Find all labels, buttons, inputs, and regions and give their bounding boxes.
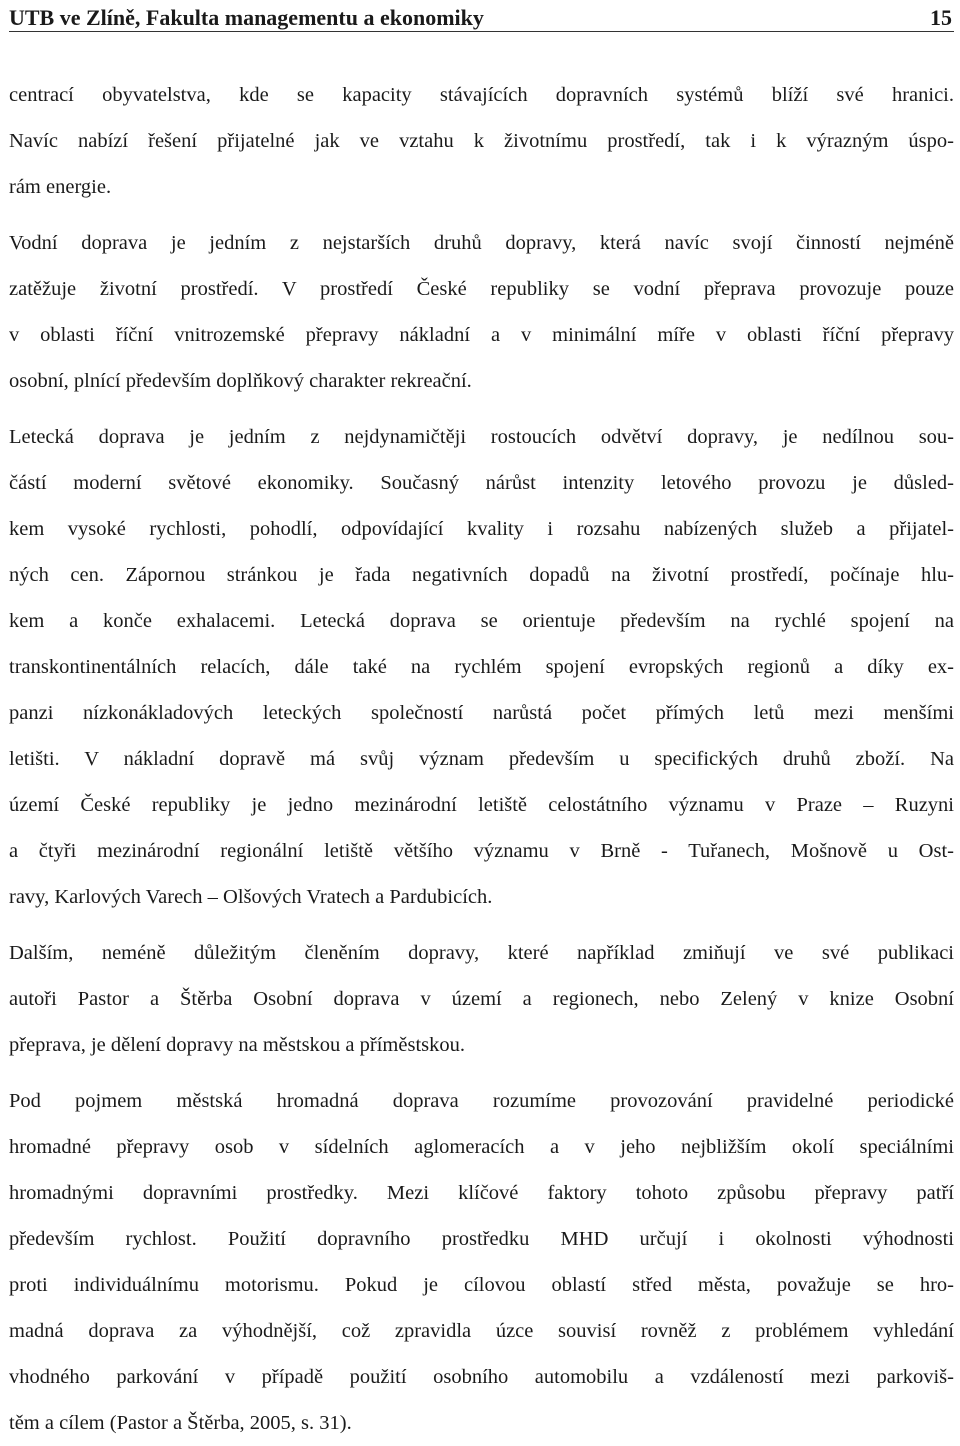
text-line: především rychlost. Použití dopravního prostředku MHD určují i okolnosti výhodnosti — [9, 1228, 954, 1250]
text-line: ných cen. Zápornou stránkou je řada negativních dopadů na životní prostředí, počínaje hlu- — [9, 564, 954, 586]
text-line: kem a konče exhalacemi. Letecká doprava se orientuje především na rychlé spojení na — [9, 610, 954, 632]
text-line: ravy, Karlových Varech – Olšových Vratech a Pardubicích. — [9, 886, 493, 908]
header-title: UTB ve Zlíně, Fakulta managementu a ekonomiky — [9, 5, 484, 30]
text-line: zatěžuje životní prostředí. V prostředí České republiky se vodní přeprava provozuje pouze — [9, 278, 954, 300]
text-line: hromadnými dopravními prostředky. Mezi klíčové faktory tohoto způsobu přepravy patří — [9, 1182, 954, 1204]
text-line: panzi nízkonákladových leteckých společností narůstá počet přímých letů mezi menšími — [9, 702, 954, 724]
text-line: letišti. V nákladní dopravě má svůj význam především u specifických druhů zboží. Na — [9, 748, 954, 770]
body-text — [9, 72, 954, 1446]
text-line: centrací obyvatelstva, kde se kapacity stávajících dopravních systémů blíží své hranici. — [9, 84, 954, 106]
text-line: osobní, plnící především doplňkový charakter rekreační. — [9, 370, 472, 392]
text-line: autoři Pastor a Štěrba Osobní doprava v území a regionech, nebo Zelený v knize Osobní — [9, 988, 954, 1010]
paragraph-gap — [9, 920, 954, 930]
text-line: Dalším, neméně důležitým členěním dopravy, které například zmiňují ve své publikaci — [9, 942, 954, 964]
page-number: 15 — [930, 5, 952, 30]
paragraph — [9, 1078, 954, 1446]
text-line: proti individuálnímu motorismu. Pokud je cílovou oblastí střed města, považuje se hro- — [9, 1274, 954, 1296]
running-header — [9, 0, 954, 32]
text-line: hromadné přepravy osob v sídelních aglomeracích a v jeho nejbližším okolí speciálními — [9, 1136, 954, 1158]
text-line: přeprava, je dělení dopravy na městskou a příměstskou. — [9, 1034, 465, 1056]
paragraph-gap — [9, 404, 954, 414]
paragraph — [9, 930, 954, 1068]
text-line: v oblasti říční vnitrozemské přepravy nákladní a v minimální míře v oblasti říční přepravy — [9, 324, 954, 346]
text-line: vhodného parkování v případě použití osobního automobilu a vzdáleností mezi parkoviš- — [9, 1366, 954, 1388]
text-line: území České republiky je jedno mezinárodní letiště celostátního významu v Praze – Ruzyni — [9, 794, 954, 816]
text-line: Pod pojmem městská hromadná doprava rozumíme provozování pravidelné periodické — [9, 1090, 954, 1112]
text-line: částí moderní světové ekonomiky. Současný nárůst intenzity letového provozu je důsled- — [9, 472, 954, 494]
text-line: těm a cílem (Pastor a Štěrba, 2005, s. 31). — [9, 1412, 352, 1434]
paragraph — [9, 72, 954, 210]
document-page — [9, 0, 954, 1434]
paragraph-gap — [9, 210, 954, 220]
text-line: transkontinentálních relacích, dále také na rychlém spojení evropských regionů a díky ex- — [9, 656, 954, 678]
paragraph — [9, 220, 954, 404]
text-line: Vodní doprava je jedním z nejstarších druhů dopravy, která navíc svojí činností nejméně — [9, 232, 954, 254]
text-line: Letecká doprava je jedním z nejdynamičtěji rostoucích odvětví dopravy, je nedílnou sou- — [9, 426, 954, 448]
text-line: a čtyři mezinárodní regionální letiště většího významu v Brně - Tuřanech, Mošnově u Ost- — [9, 840, 954, 862]
text-line: Navíc nabízí řešení přijatelné jak ve vztahu k životnímu prostředí, tak i k výrazným úspo- — [9, 130, 954, 152]
text-line: rám energie. — [9, 176, 112, 198]
text-line: kem vysoké rychlosti, pohodlí, odpovídající kvality i rozsahu nabízených služeb a přijatel- — [9, 518, 954, 540]
paragraph-gap — [9, 1068, 954, 1078]
text-line: madná doprava za výhodnější, což zpravidla úzce souvisí rovněž z problémem vyhledání — [9, 1320, 954, 1342]
paragraph — [9, 414, 954, 920]
